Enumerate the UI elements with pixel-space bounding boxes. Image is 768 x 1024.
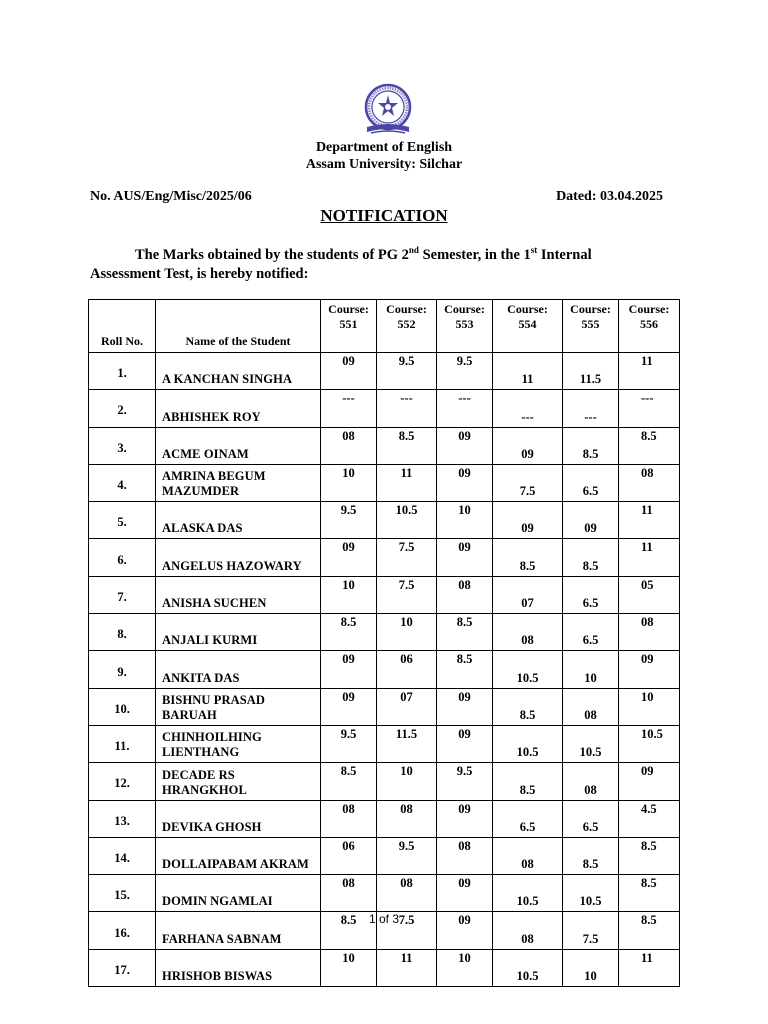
student-name-cell: ANJALI KURMI [156,614,321,651]
mark-cell: 10 [563,651,619,688]
mark-cell: 8.5 [321,763,377,800]
mark-cell: 08 [493,614,563,651]
roll-number-cell: 7. [89,576,156,613]
roll-number-cell: 12. [89,763,156,800]
roll-number-cell: 5. [89,502,156,539]
mark-cell: 09 [493,502,563,539]
marks-table [88,299,680,987]
student-name-cell: FARHANA SABNAM [156,912,321,949]
header-roll-no: Roll No. [89,300,156,353]
roll-number-cell: 8. [89,614,156,651]
mark-cell: 7.5 [377,539,437,576]
mark-cell: 9.5 [437,353,493,390]
header-course: Course: 552 [377,300,437,353]
table-row [89,688,680,725]
mark-cell: 10.5 [493,651,563,688]
roll-number-cell: 14. [89,837,156,874]
mark-cell: 08 [437,837,493,874]
table-row [89,464,680,501]
mark-cell: 07 [493,576,563,613]
mark-cell: 11 [493,353,563,390]
mark-cell: 10 [437,502,493,539]
mark-cell: 08 [377,875,437,912]
page-number: 1 of 3 [368,912,400,926]
header-course: Course: 556 [619,300,680,353]
table-row [89,390,680,427]
roll-number-cell: 4. [89,464,156,501]
mark-cell: --- [619,390,680,427]
mark-cell: 09 [321,539,377,576]
mark-cell: 6.5 [493,800,563,837]
mark-cell: 09 [437,688,493,725]
mark-cell: 8.5 [563,837,619,874]
mark-cell: 11 [377,464,437,501]
mark-cell: 09 [321,688,377,725]
university-name: Assam University: Silchar [305,157,463,172]
table-row [89,502,680,539]
university-seal-icon [357,83,419,139]
mark-cell: 08 [377,800,437,837]
mark-cell: 8.5 [321,912,377,949]
mark-cell: 08 [437,576,493,613]
mark-cell: 08 [563,763,619,800]
mark-cell: 9.5 [437,763,493,800]
mark-cell: 8.5 [377,427,437,464]
mark-cell: 8.5 [493,539,563,576]
mark-cell: 8.5 [619,427,680,464]
mark-cell: 09 [437,725,493,762]
header-course: Course: 554 [493,300,563,353]
mark-cell: 8.5 [619,875,680,912]
student-name-cell: ANISHA SUCHEN [156,576,321,613]
mark-cell: 08 [619,464,680,501]
roll-number-cell: 11. [89,725,156,762]
mark-cell: 10.5 [493,875,563,912]
mark-cell: --- [321,390,377,427]
mark-cell: 8.5 [321,614,377,651]
student-name-cell: ALASKA DAS [156,502,321,539]
mark-cell: 10 [321,464,377,501]
mark-cell: 09 [437,875,493,912]
mark-cell: 10.5 [493,725,563,762]
mark-cell: 8.5 [437,614,493,651]
mark-cell: --- [377,390,437,427]
mark-cell: 06 [321,837,377,874]
table-row [89,539,680,576]
table-row [89,800,680,837]
student-name-cell: ANKITA DAS [156,651,321,688]
student-name-cell: DOMIN NGAMLAI [156,875,321,912]
table-row [89,576,680,613]
mark-cell: 08 [563,688,619,725]
mark-cell: 11 [377,949,437,986]
roll-number-cell: 2. [89,390,156,427]
mark-cell: 09 [619,651,680,688]
roll-number-cell: 15. [89,875,156,912]
department-name: Department of English [315,140,453,155]
student-name-cell: HRISHOB BISWAS [156,949,321,986]
table-body [89,353,680,987]
mark-cell: 09 [321,651,377,688]
mark-cell: 10 [437,949,493,986]
mark-cell: 10.5 [563,875,619,912]
mark-cell: 09 [619,763,680,800]
table-row [89,763,680,800]
roll-number-cell: 3. [89,427,156,464]
mark-cell: 08 [493,837,563,874]
page-title: NOTIFICATION [320,206,448,225]
mark-cell: 08 [321,800,377,837]
intro-paragraph: The Marks obtained by the students of PG 2nd Semester, in the 1st Internal Assessment Test, is hereby notified: [90,245,592,282]
mark-cell: 08 [321,875,377,912]
mark-cell: 08 [493,912,563,949]
mark-cell: 7.5 [563,912,619,949]
student-name-cell: ACME OINAM [156,427,321,464]
table-row [89,949,680,986]
reference-number: No. AUS/Eng/Misc/2025/06 [90,189,252,204]
mark-cell: 6.5 [563,614,619,651]
mark-cell: 8.5 [493,688,563,725]
mark-cell: 6.5 [563,464,619,501]
mark-cell: 10 [377,614,437,651]
mark-cell: 08 [321,427,377,464]
roll-number-cell: 9. [89,651,156,688]
mark-cell: 11.5 [563,353,619,390]
mark-cell: 07 [377,688,437,725]
mark-cell: --- [563,390,619,427]
roll-number-cell: 1. [89,353,156,390]
mark-cell: 09 [321,353,377,390]
header-course: Course: 553 [437,300,493,353]
student-name-cell: DOLLAIPABAM AKRAM [156,837,321,874]
table-row [89,651,680,688]
table-row [89,837,680,874]
mark-cell: 09 [437,912,493,949]
roll-number-cell: 6. [89,539,156,576]
mark-cell: 10 [321,949,377,986]
mark-cell: 11.5 [377,725,437,762]
mark-cell: 9.5 [377,837,437,874]
roll-number-cell: 16. [89,912,156,949]
student-name-cell: ANGELUS HAZOWARY [156,539,321,576]
student-name-cell: AMRINA BEGUM MAZUMDER [156,464,321,501]
mark-cell: 9.5 [377,353,437,390]
mark-cell: 8.5 [563,539,619,576]
mark-cell: 11 [619,353,680,390]
header-course: Course: 551 [321,300,377,353]
mark-cell: 7.5 [377,912,437,949]
header-course: Course: 555 [563,300,619,353]
student-name-cell: CHINHOILHING LIENTHANG [156,725,321,762]
mark-cell: 9.5 [321,502,377,539]
mark-cell: 6.5 [563,800,619,837]
table-row [89,614,680,651]
table-row [89,875,680,912]
mark-cell: 7.5 [377,576,437,613]
mark-cell: 10.5 [377,502,437,539]
mark-cell: 10 [619,688,680,725]
mark-cell: 7.5 [493,464,563,501]
student-name-cell: ABHISHEK ROY [156,390,321,427]
mark-cell: 10.5 [493,949,563,986]
mark-cell: 4.5 [619,800,680,837]
table-row [89,353,680,390]
mark-cell: 8.5 [493,763,563,800]
mark-cell: 09 [437,464,493,501]
mark-cell: 09 [437,427,493,464]
mark-cell: 10.5 [619,725,680,762]
mark-cell: 10 [563,949,619,986]
mark-cell: --- [493,390,563,427]
mark-cell: 08 [619,614,680,651]
mark-cell: 8.5 [619,837,680,874]
student-name-cell: A KANCHAN SINGHA [156,353,321,390]
mark-cell: 11 [619,539,680,576]
mark-cell: 11 [619,949,680,986]
header-student-name: Name of the Student [156,300,321,353]
roll-number-cell: 10. [89,688,156,725]
mark-cell: 6.5 [563,576,619,613]
mark-cell: 8.5 [619,912,680,949]
roll-number-cell: 17. [89,949,156,986]
mark-cell: 05 [619,576,680,613]
student-name-cell: DECADE RS HRANGKHOL [156,763,321,800]
notice-date: Dated: 03.04.2025 [556,189,663,204]
mark-cell: 06 [377,651,437,688]
mark-cell: 10.5 [563,725,619,762]
table-row [89,427,680,464]
roll-number-cell: 13. [89,800,156,837]
student-name-cell: DEVIKA GHOSH [156,800,321,837]
mark-cell: 10 [377,763,437,800]
mark-cell: 09 [493,427,563,464]
mark-cell: 09 [437,539,493,576]
mark-cell: 10 [321,576,377,613]
student-name-cell: BISHNU PRASAD BARUAH [156,688,321,725]
mark-cell: 09 [437,800,493,837]
mark-cell: 8.5 [563,427,619,464]
mark-cell: 9.5 [321,725,377,762]
mark-cell: 8.5 [437,651,493,688]
table-header-row [89,300,680,353]
mark-cell: --- [437,390,493,427]
table-row [89,725,680,762]
mark-cell: 09 [563,502,619,539]
mark-cell: 11 [619,502,680,539]
